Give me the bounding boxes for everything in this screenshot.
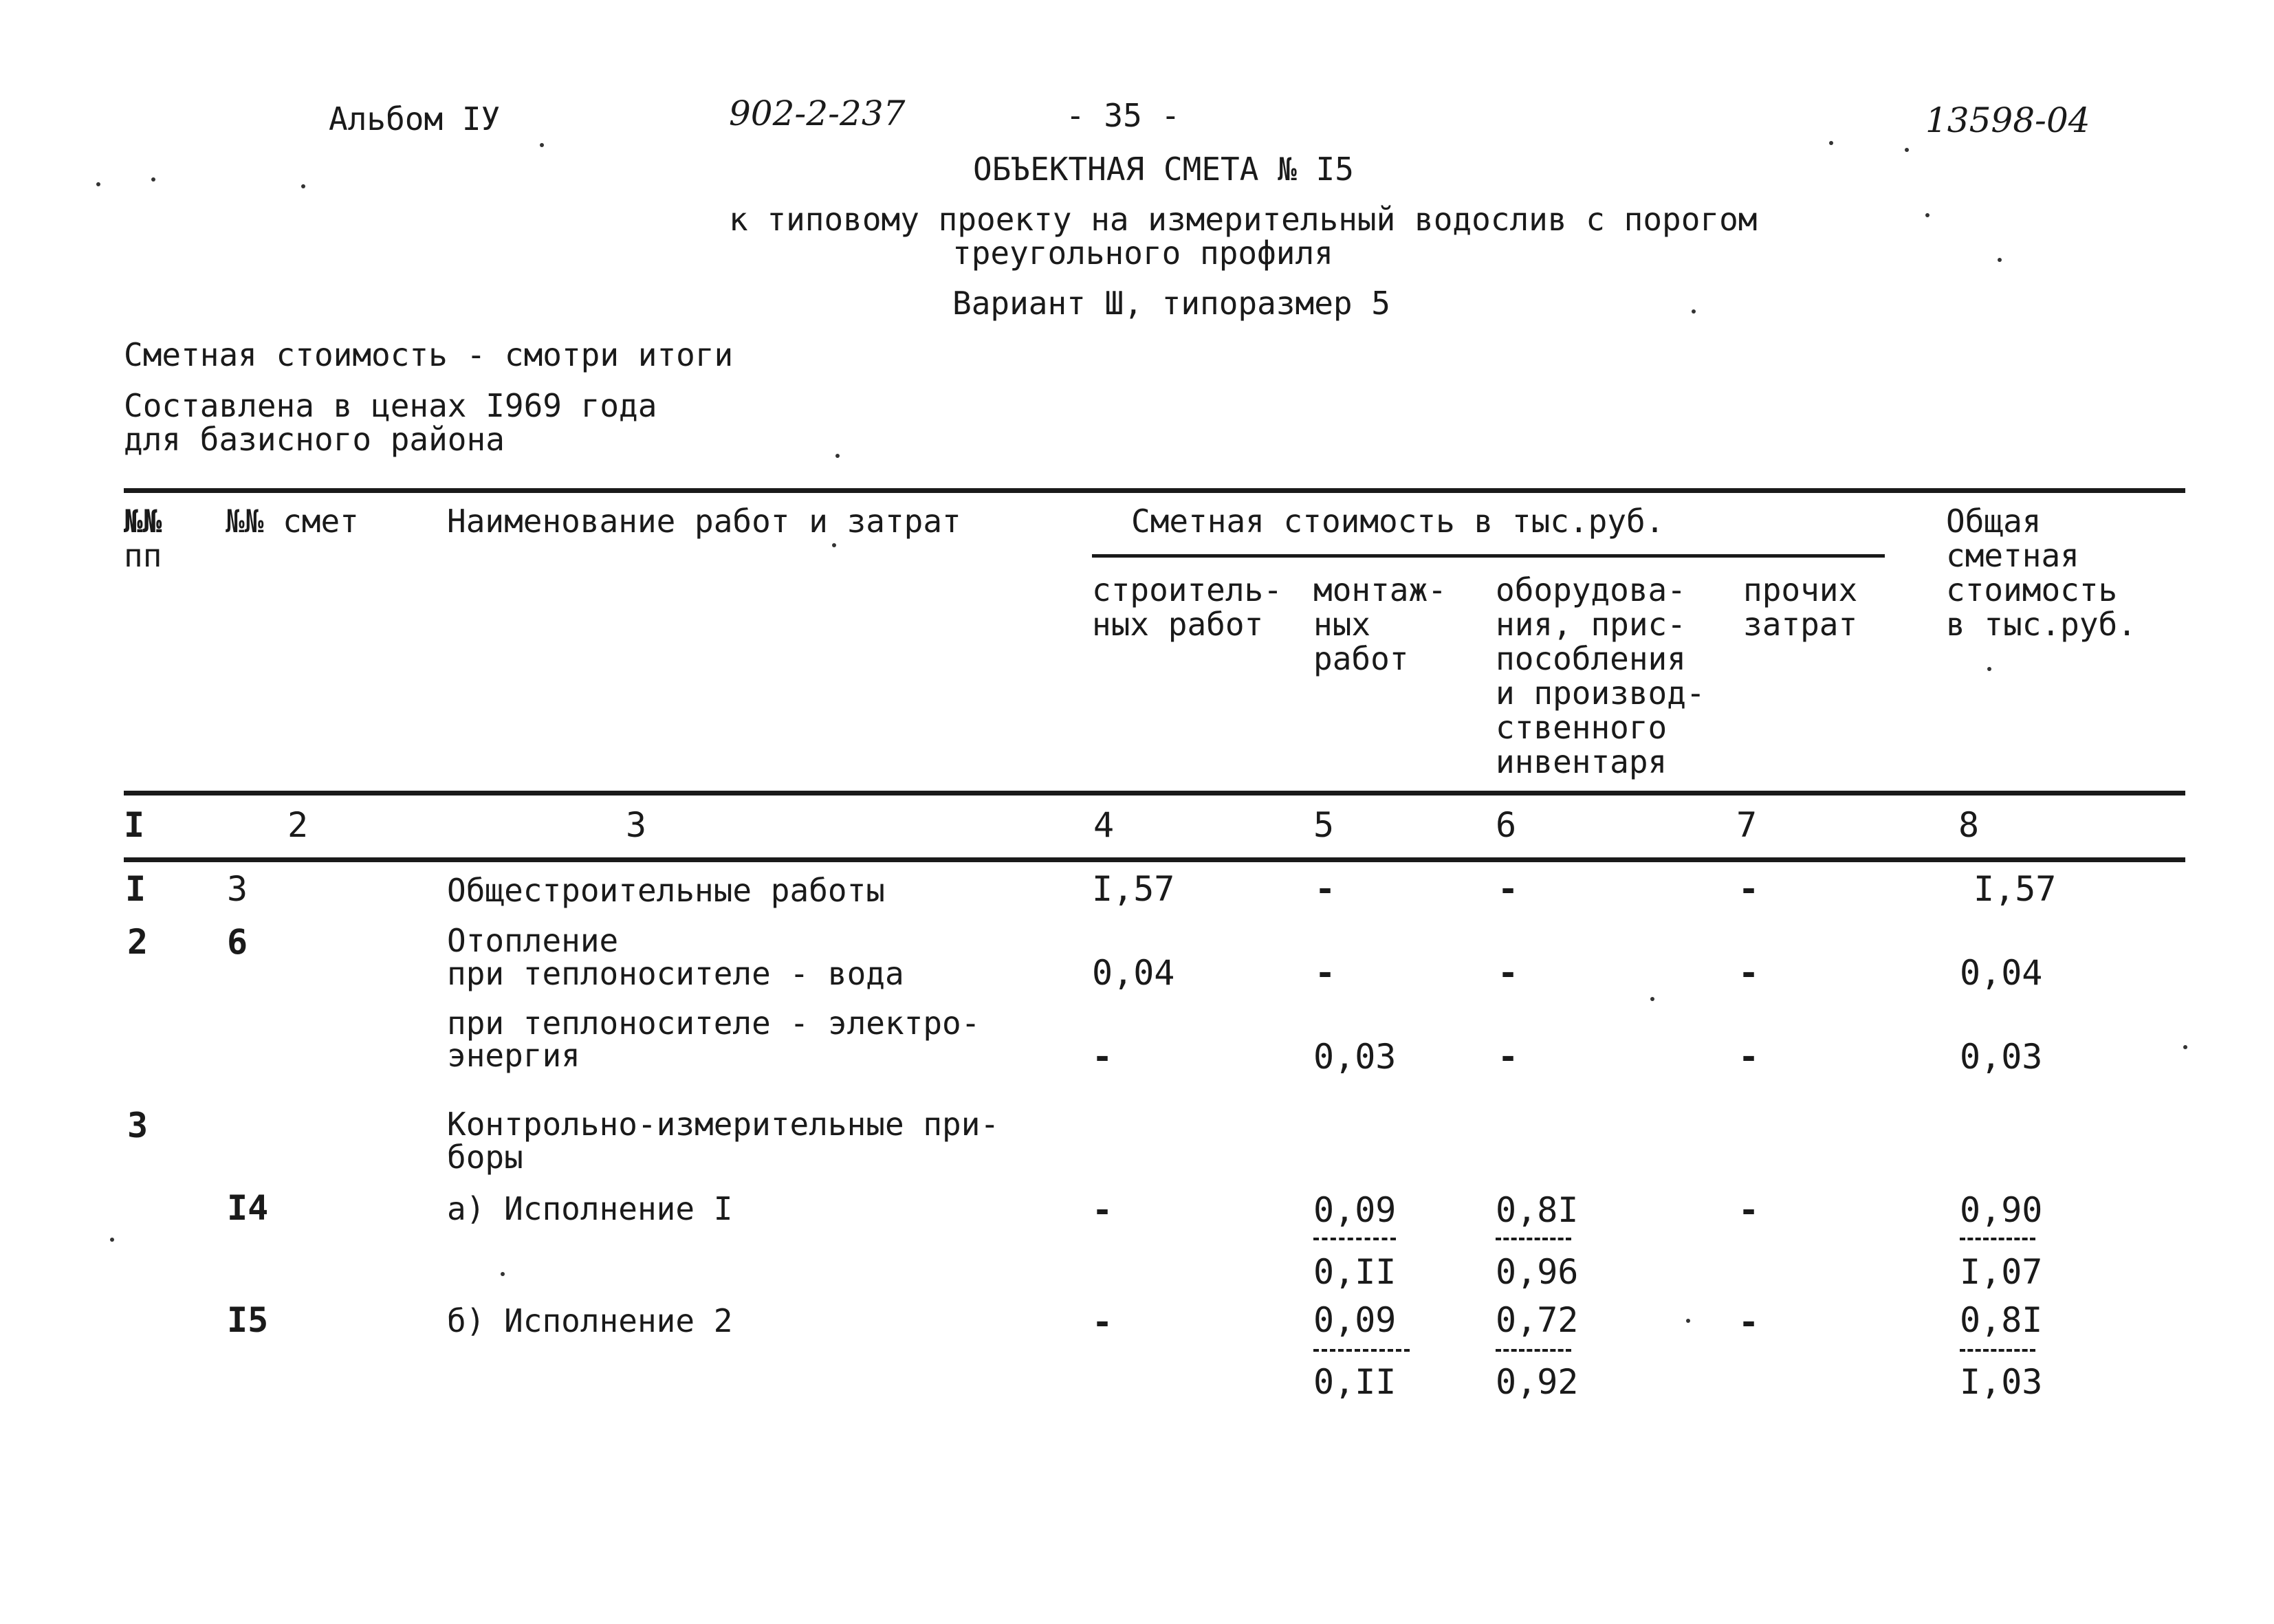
column-number-6: 6 (1496, 805, 1517, 845)
row3a-construction: - (1092, 1190, 1113, 1230)
row2b-equipment: - (1498, 1037, 1519, 1077)
header-installation-a: монтаж- (1313, 571, 1447, 608)
row2-total: 0,04 (1960, 953, 2043, 993)
row3b-equipment-top: 0,72 (1496, 1300, 1579, 1340)
row2-number: 2 (127, 922, 149, 962)
row2b-name-b: энергия (447, 1037, 580, 1074)
header-cost-group: Сметная стоимость в тыс.руб. (1131, 503, 1665, 540)
scan-speck (1829, 141, 1833, 145)
header-bottom-rule (124, 791, 2185, 795)
row1-name: Общестроительные работы (447, 872, 885, 909)
header-construction-a: строитель- (1092, 571, 1282, 608)
row3b-equipment-bottom: 0,92 (1496, 1362, 1579, 1402)
scan-speck (1998, 258, 2002, 262)
row3b-installation-top: 0,09 (1313, 1300, 1397, 1340)
scan-speck (1905, 148, 1909, 152)
scan-speck (151, 177, 155, 182)
inventory-number: 13598-04 (1925, 100, 2090, 140)
header-installation-b: ных (1313, 606, 1371, 643)
row3b-total-divider (1960, 1349, 2035, 1352)
row3-number: 3 (127, 1106, 149, 1145)
album-label: Альбом IУ (329, 100, 501, 138)
prices-note-line1: Составлена в ценах I969 года (124, 387, 657, 424)
row3a-equipment-top: 0,8I (1496, 1190, 1579, 1230)
scan-speck (835, 454, 840, 458)
scan-speck (501, 1272, 505, 1276)
row2-name-b: при теплоносителе - вода (447, 955, 904, 992)
page-number: - 35 - (1066, 97, 1181, 134)
scan-speck (540, 143, 544, 147)
row1-equipment: - (1498, 869, 1519, 909)
header-estimate-number: №№ смет (226, 503, 359, 540)
row3b-estimate: I5 (227, 1300, 269, 1340)
row2b-total: 0,03 (1960, 1037, 2043, 1077)
row3a-total-bottom: I,07 (1960, 1252, 2043, 1292)
prices-note-line2: для базисного района (124, 421, 505, 458)
row1-construction: I,57 (1092, 869, 1175, 909)
row3b-total-top: 0,8I (1960, 1300, 2043, 1340)
header-row-number-a: №№ (124, 503, 162, 540)
header-row-number-b: пп (124, 537, 162, 574)
row1-total: I,57 (1974, 869, 2057, 909)
header-installation-c: работ (1313, 640, 1409, 677)
row2b-name-a: при теплоносителе - электро- (447, 1005, 981, 1042)
row3b-construction: - (1092, 1302, 1113, 1342)
row3a-total-top: 0,90 (1960, 1190, 2043, 1230)
document-title: ОБЪЕКТНАЯ СМЕТА № I5 (973, 151, 1354, 188)
column-numbers-rule (124, 857, 2185, 862)
row3a-installation-divider (1313, 1238, 1396, 1240)
row3a-estimate: I4 (227, 1188, 269, 1228)
row2-equipment: - (1498, 953, 1519, 993)
header-equipment-a: оборудова- (1496, 571, 1686, 608)
scan-speck (1692, 309, 1696, 314)
row1-number: I (125, 869, 146, 909)
row3b-name: б) Исполнение 2 (447, 1302, 733, 1339)
row2b-other: - (1738, 1037, 1760, 1077)
row3a-installation-bottom: 0,II (1313, 1252, 1397, 1292)
scan-speck (1925, 213, 1929, 217)
header-total-d: в тыс.руб. (1946, 606, 2136, 643)
row3-name-b: боры (447, 1139, 523, 1176)
row3-name-a: Контрольно-измерительные при- (447, 1106, 1000, 1143)
header-equipment-d: и производ- (1496, 674, 1705, 712)
header-equipment-c: пособления (1496, 640, 1686, 677)
row1-other: - (1738, 869, 1760, 909)
row3b-total-bottom: I,03 (1960, 1362, 2043, 1402)
cost-note: Сметная стоимость - смотри итоги (124, 336, 734, 373)
header-other-a: прочих (1743, 571, 1858, 608)
scan-speck (1650, 997, 1654, 1001)
scan-speck (96, 182, 100, 186)
document-subtitle-line2: треугольного профиля (952, 234, 1333, 272)
column-number-2: 2 (287, 805, 309, 845)
variant-label: Вариант Ш, типоразмер 5 (952, 285, 1390, 322)
scan-speck (1987, 667, 1991, 671)
row2-installation: - (1315, 953, 1336, 993)
header-other-b: затрат (1743, 606, 1858, 643)
row2-other: - (1738, 953, 1760, 993)
row3b-other: - (1738, 1302, 1760, 1342)
group-header-rule (1092, 554, 1885, 558)
scan-speck (301, 184, 305, 188)
scan-speck (110, 1238, 114, 1242)
row2-construction: 0,04 (1092, 953, 1175, 993)
header-total-b: сметная (1946, 537, 2079, 574)
row1-installation: - (1315, 869, 1336, 909)
row2b-installation: 0,03 (1313, 1037, 1397, 1077)
project-number: 902-2-237 (729, 94, 906, 133)
header-total-c: стоимость (1946, 571, 2118, 608)
row3b-installation-divider (1313, 1349, 1410, 1352)
row2b-construction: - (1092, 1037, 1113, 1077)
column-number-8: 8 (1958, 805, 1980, 845)
table-top-rule (124, 488, 2185, 493)
row1-estimate: 3 (227, 869, 248, 909)
scan-speck (832, 543, 836, 547)
column-number-3: 3 (626, 805, 647, 845)
scan-speck (2183, 1045, 2187, 1049)
row3b-installation-bottom: 0,II (1313, 1362, 1397, 1402)
row3b-equipment-divider (1496, 1349, 1571, 1352)
row2-estimate: 6 (227, 922, 248, 962)
row3a-name: а) Исполнение I (447, 1190, 733, 1227)
header-equipment-f: инвентаря (1496, 743, 1668, 780)
header-total-a: Общая (1946, 503, 2042, 540)
header-work-name: Наименование работ и затрат (447, 503, 961, 540)
row2-name-a: Отопление (447, 922, 619, 959)
column-number-7: 7 (1736, 805, 1758, 845)
row3a-installation-top: 0,09 (1313, 1190, 1397, 1230)
row3a-total-divider (1960, 1238, 2035, 1240)
row3a-equipment-divider (1496, 1238, 1571, 1240)
scan-speck (1686, 1319, 1690, 1323)
column-number-5: 5 (1313, 805, 1335, 845)
header-construction-b: ных работ (1092, 606, 1264, 643)
column-number-1: I (124, 805, 145, 845)
header-equipment-b: ния, прис- (1496, 606, 1686, 643)
row3a-equipment-bottom: 0,96 (1496, 1252, 1579, 1292)
column-number-4: 4 (1093, 805, 1115, 845)
header-equipment-e: ственного (1496, 709, 1668, 746)
row3a-other: - (1738, 1190, 1760, 1230)
document-subtitle-line1: к типовому проекту на измерительный водослив с порогом (729, 201, 1758, 238)
